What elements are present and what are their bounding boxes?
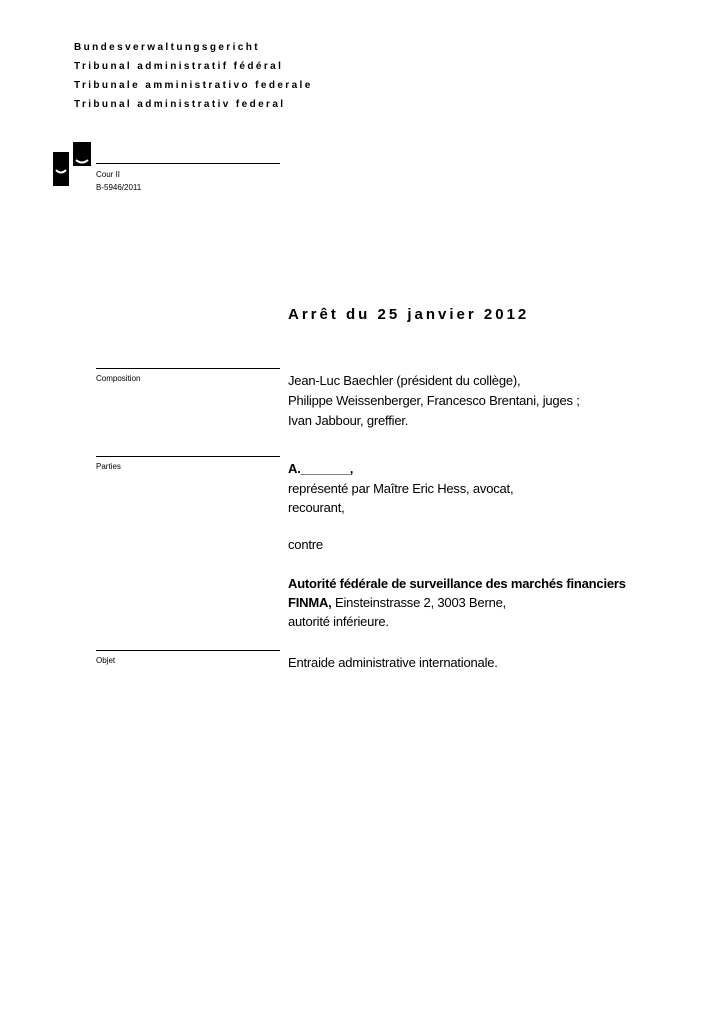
composition-line-3: Ivan Jabbour, greffier. (288, 413, 409, 428)
authority-role: autorité inférieure. (288, 614, 389, 629)
authority-address-line (288, 595, 506, 610)
header-rule (96, 163, 280, 164)
party-a-representation: représenté par Maître Eric Hess, avocat, (288, 481, 514, 496)
court-logo-icon (53, 142, 91, 186)
composition-line-1: Jean-Luc Baechler (président du collège), (288, 373, 521, 388)
composition-label: Composition (96, 374, 141, 383)
case-number: B-5946/2011 (96, 183, 142, 192)
subject-text: Entraide administrative internationale. (288, 655, 498, 670)
chamber-label: Cour II (96, 170, 121, 179)
authority-abbr: FINMA, (288, 595, 332, 610)
judgment-title: Arrêt du 25 janvier 2012 (288, 306, 530, 323)
authority-address: Einsteinstrasse 2, 3003 Berne, (331, 595, 507, 610)
court-name-fr: Tribunal administratif fédéral (74, 61, 284, 72)
subject-rule (96, 650, 280, 651)
court-name-it: Tribunale amministrativo federale (74, 80, 313, 91)
versus-text: contre (288, 537, 323, 552)
court-name-rm: Tribunal administrativ federal (74, 99, 286, 110)
authority-name: Autorité fédérale de surveillance des marchés financiers (288, 576, 626, 591)
party-a-role: recourant, (288, 500, 345, 515)
parties-rule (96, 456, 280, 457)
subject-label: Objet (96, 656, 116, 665)
composition-line-2: Philippe Weissenberger, Francesco Brentani, juges ; (288, 393, 580, 408)
parties-label: Parties (96, 462, 121, 471)
party-a: A._______, (288, 461, 354, 476)
composition-rule (96, 368, 280, 369)
court-name-de: Bundesverwaltungsgericht (74, 42, 260, 53)
